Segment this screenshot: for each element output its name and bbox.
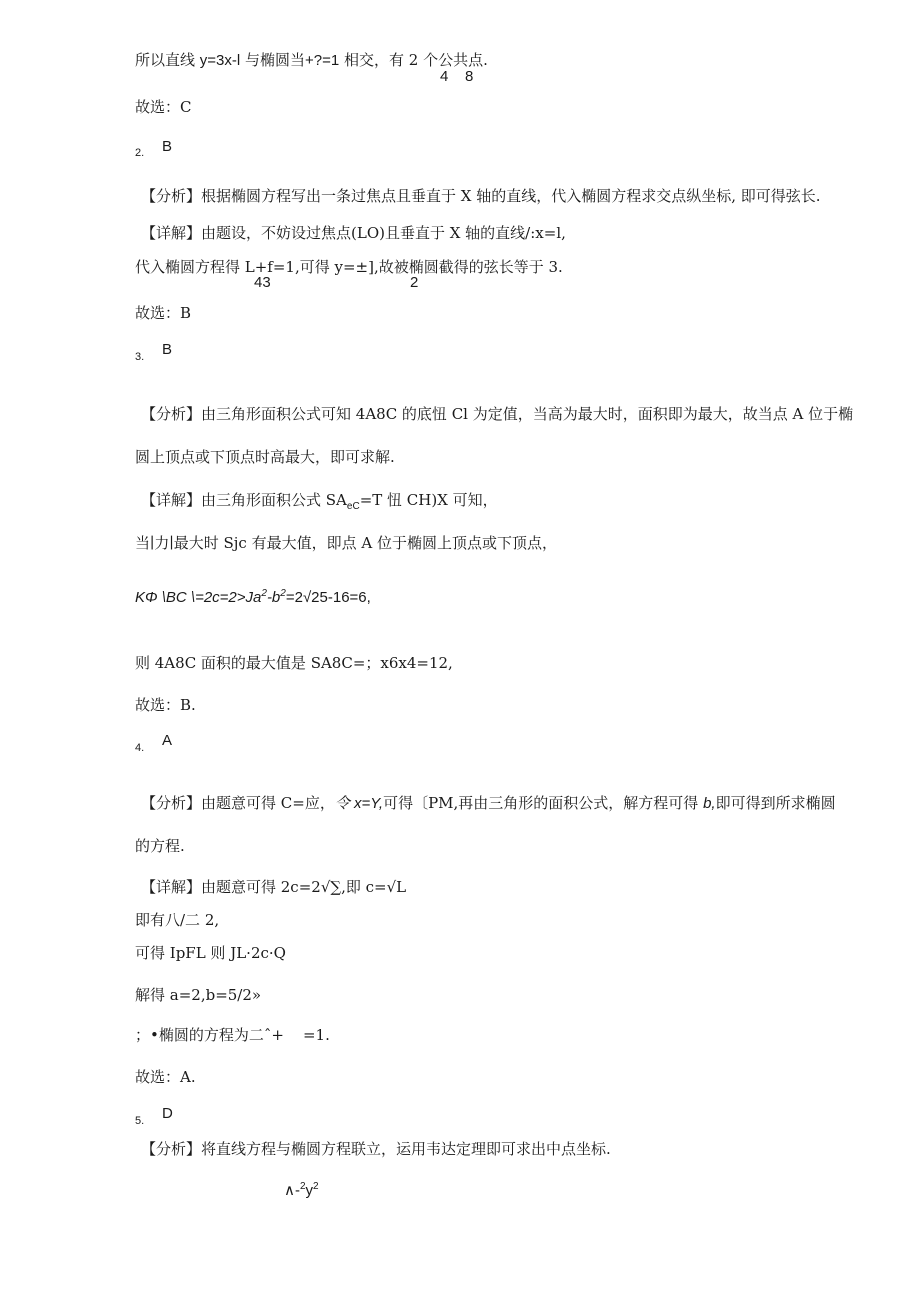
q4-analysis-1a: 【分析】由题意可得 C=应， (141, 794, 335, 812)
q3-detail-3: 则 4A8C 面积的最大值是 SA8C=；x6x4=12, (135, 654, 453, 672)
q4-detail-3: 可得 IpFL 则 JL·2c·Q (135, 944, 286, 962)
q2-number: 2. (135, 147, 145, 159)
q3-number: 3. (135, 351, 145, 363)
q3-answer: 故选：B. (135, 696, 196, 714)
q2-answer: 故选：B (135, 304, 192, 322)
q3-formula-sup2: 2 (280, 588, 286, 599)
q4-analysis-1 (141, 793, 836, 814)
q3-formula (135, 584, 371, 608)
q4-detail-2: 即有八/二 2, (135, 911, 220, 929)
q2-detail-1: 【详解】由题设，不妨设过焦点(LO)且垂直于 X 轴的直线/:x=l, (141, 224, 566, 242)
q4-analysis-1d: b, (703, 795, 716, 812)
q5-formula (284, 1177, 319, 1201)
q1-conclusion-a: 所以直线 (135, 51, 200, 69)
q5-formula-sup1: 2 (299, 1181, 306, 1192)
q5-formula-sup2: 2 (313, 1181, 319, 1192)
q5-formula-b: y (305, 1182, 314, 1199)
q2-analysis: 【分析】根据椭圆方程写出一条过焦点且垂直于 X 轴的直线，代入椭圆方程求交点纵坐标, 即可得弦长. (141, 187, 821, 205)
q4-detail-4: 解得 a=2,b=5/2» (135, 986, 262, 1004)
q3-detail-1-sub: eC (346, 501, 360, 512)
q4-answer: 故选：A. (135, 1068, 196, 1086)
q4-answer-letter: A (162, 732, 173, 749)
q1-denominators: 4 8 (440, 68, 474, 85)
q3-detail-1 (141, 490, 498, 517)
q4-analysis-1e: 即可得到所求椭圆 (715, 794, 836, 812)
q3-answer-letter: B (162, 341, 173, 358)
q5-formula-a: ∧- (284, 1182, 300, 1199)
q3-formula-sup1: 2 (261, 588, 267, 599)
q5-number: 5. (135, 1115, 145, 1127)
q5-answer-letter: D (162, 1105, 173, 1122)
q3-detail-1-b: =T 忸 CH)X 可知， (359, 491, 498, 509)
q4-analysis-2: 的方程. (135, 837, 185, 855)
q2-detail-2-sub-a: 43 (254, 274, 271, 291)
q2-answer-letter: B (162, 138, 173, 155)
q4-detail-5: ；•椭圆的方程为二ˆ+ =1. (135, 1026, 330, 1044)
q1-conclusion-c: 与椭圆当 (240, 51, 305, 69)
q2-detail-2: 代入椭圆方程得 L+f=1,可得 y=±],故被椭圆截得的弦长等于 3. (135, 258, 563, 276)
q4-analysis-1b: 令 x=Y, (334, 795, 384, 812)
q1-conclusion-e: 相交，有 2 个公共点. (339, 51, 488, 69)
q4-number: 4. (135, 742, 145, 754)
q1-conclusion-b: y=3x-l (199, 52, 241, 69)
q3-analysis-1: 【分析】由三角形面积公式可知 4A8C 的底忸 Cl 为定值，当高为最大时，面积即为最大，故当点 A 位于椭 (141, 405, 854, 423)
q3-formula-a: KΦ \BC \=2c=2>Ja (135, 589, 262, 606)
q5-analysis: 【分析】将直线方程与椭圆方程联立，运用韦达定理即可求出中点坐标. (141, 1140, 611, 1158)
q4-analysis-1c: 可得〔PM,再由三角形的面积公式，解方程可得 (383, 794, 704, 812)
q4-detail-1: 【详解】由题意可得 2c=2√∑,即 c=√L (141, 878, 407, 896)
q1-conclusion (135, 50, 488, 71)
q3-formula-b: -b (266, 589, 281, 606)
q2-detail-2-sub-b: 2 (410, 274, 419, 291)
q3-detail-1-a: 【详解】由三角形面积公式 SA (141, 491, 347, 509)
q1-answer: 故选：C (135, 98, 192, 116)
q1-conclusion-d: +?=1 (305, 52, 340, 69)
q3-detail-2: 当∣力∣最大时 Sjc 有最大值，即点 A 位于椭圆上顶点或下顶点， (135, 534, 557, 552)
q3-analysis-2: 圆上顶点或下顶点时高最大，即可求解. (135, 448, 395, 466)
q3-formula-c: =2√25-16=6, (285, 589, 371, 606)
